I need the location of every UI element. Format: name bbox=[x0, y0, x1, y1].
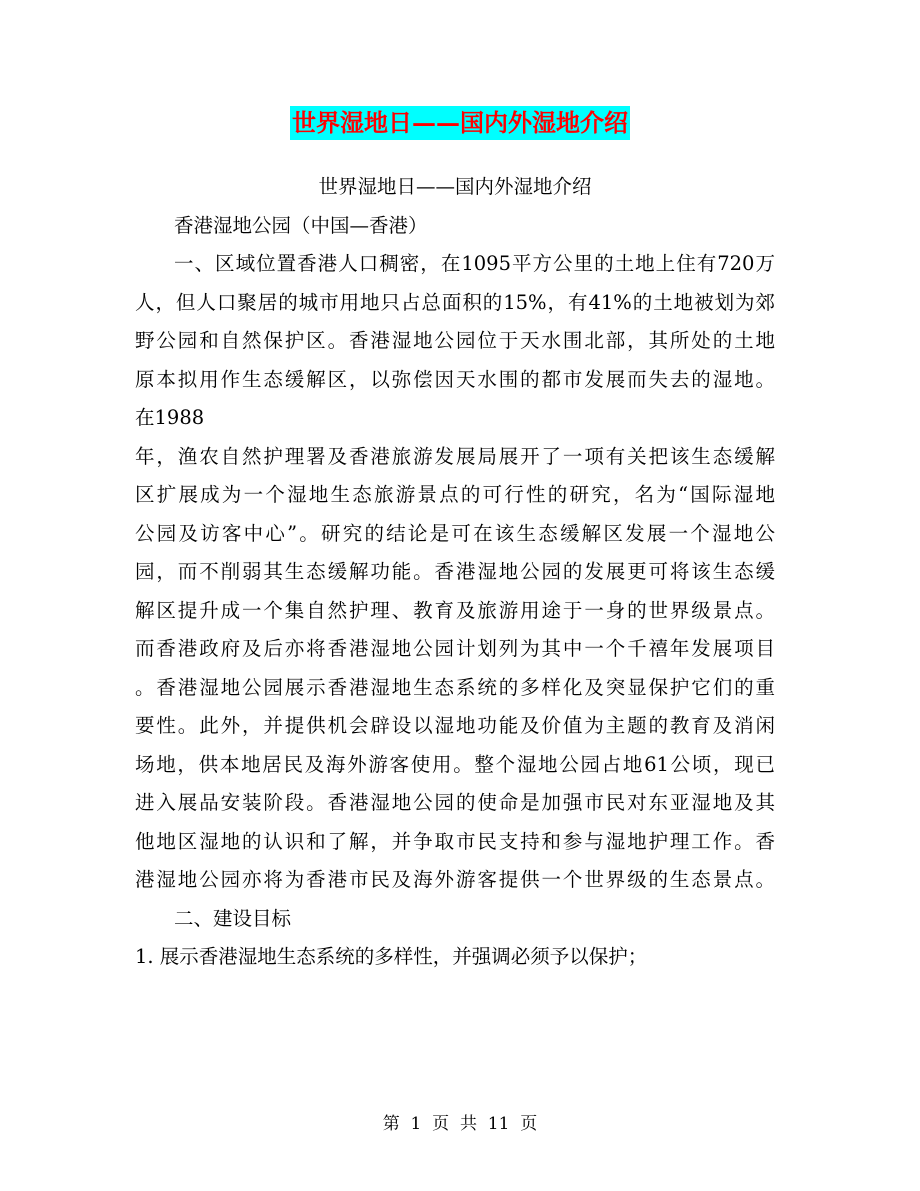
paragraph-2-line: 区扩展成为一个湿地生态旅游景点的可行性的研究，名为“国际湿地 bbox=[135, 483, 775, 506]
paragraph-1-line: 野公园和自然保护区。香港湿地公园位于天水围北部，其所处的土地 bbox=[135, 329, 775, 352]
paragraph-2-line: 而香港政府及后亦将香港湿地公园计划列为其中一个千禧年发展项目 bbox=[135, 637, 775, 660]
document-title-container bbox=[0, 106, 920, 140]
goal-item-1-text: 1. 展示香港湿地生态系统的多样性，并强调必须予以保护； bbox=[135, 945, 648, 968]
paragraph-2-line: 年，渔农自然护理署及香港旅游发展局展开了一项有关把该生态缓解 bbox=[135, 444, 775, 468]
paragraph-2-line: 。香港湿地公园展示香港湿地生态系统的多样化及突显保护它们的重 bbox=[135, 675, 775, 699]
paragraph-2-line: 要性。此外，并提供机会辟设以湿地功能及价值为主题的教育及消闲 bbox=[135, 714, 775, 737]
page-footer: 第 1 页 共 11 页 bbox=[382, 1114, 538, 1134]
paragraph-2-line: 港湿地公园亦将为香港市民及海外游客提供一个世界级的生态景点。 bbox=[135, 868, 775, 891]
document-body bbox=[135, 168, 775, 977]
paragraph-2-line: 进入展品安装阶段。香港湿地公园的使命是加强市民对东亚湿地及其 bbox=[135, 791, 775, 814]
paragraph-1-line: 人，但人口聚居的城市用地只占总面积的15%，有41%的土地被划为郊 bbox=[135, 290, 775, 314]
paragraph-2-line: 场地，供本地居民及海外游客使用。整个湿地公园占地61公顷，现已 bbox=[135, 752, 775, 776]
paragraph-2-line: 公园及访客中心”。研究的结论是可在该生态缓解区发展一个湿地公 bbox=[135, 521, 775, 545]
paragraph-1 bbox=[135, 245, 775, 438]
paragraph-1-line: 原本拟用作生态缓解区，以弥偿因天水围的都市发展而失去的湿地。 bbox=[135, 367, 775, 391]
section-heading-text: 香港湿地公园（中国—香港） bbox=[174, 213, 428, 237]
paragraph-2 bbox=[135, 438, 775, 900]
paragraph-2-line: 解区提升成一个集自然护理、教育及旅游用途于一身的世界级景点。 bbox=[135, 598, 775, 622]
document-title: 世界湿地日——国内外湿地介绍 bbox=[290, 106, 630, 140]
section-heading bbox=[135, 207, 775, 246]
paragraph-1-line: 一、区域位置香港人口稠密，在1095平方公里的土地上住有720万 bbox=[174, 252, 775, 275]
paragraph-1-line: 在1988 bbox=[135, 406, 205, 429]
section-2-heading-text: 二、建设目标 bbox=[174, 906, 292, 930]
paragraph-2-line: 园，而不削弱其生态缓解功能。香港湿地公园的发展更可将该生态缓 bbox=[135, 560, 775, 583]
section-2-heading bbox=[135, 900, 775, 939]
goal-item-1 bbox=[135, 938, 775, 977]
document-subtitle: 世界湿地日——国内外湿地介绍 bbox=[318, 175, 592, 198]
paragraph-2-line: 他地区湿地的认识和了解，并争取市民支持和参与湿地护理工作。香 bbox=[135, 829, 775, 853]
